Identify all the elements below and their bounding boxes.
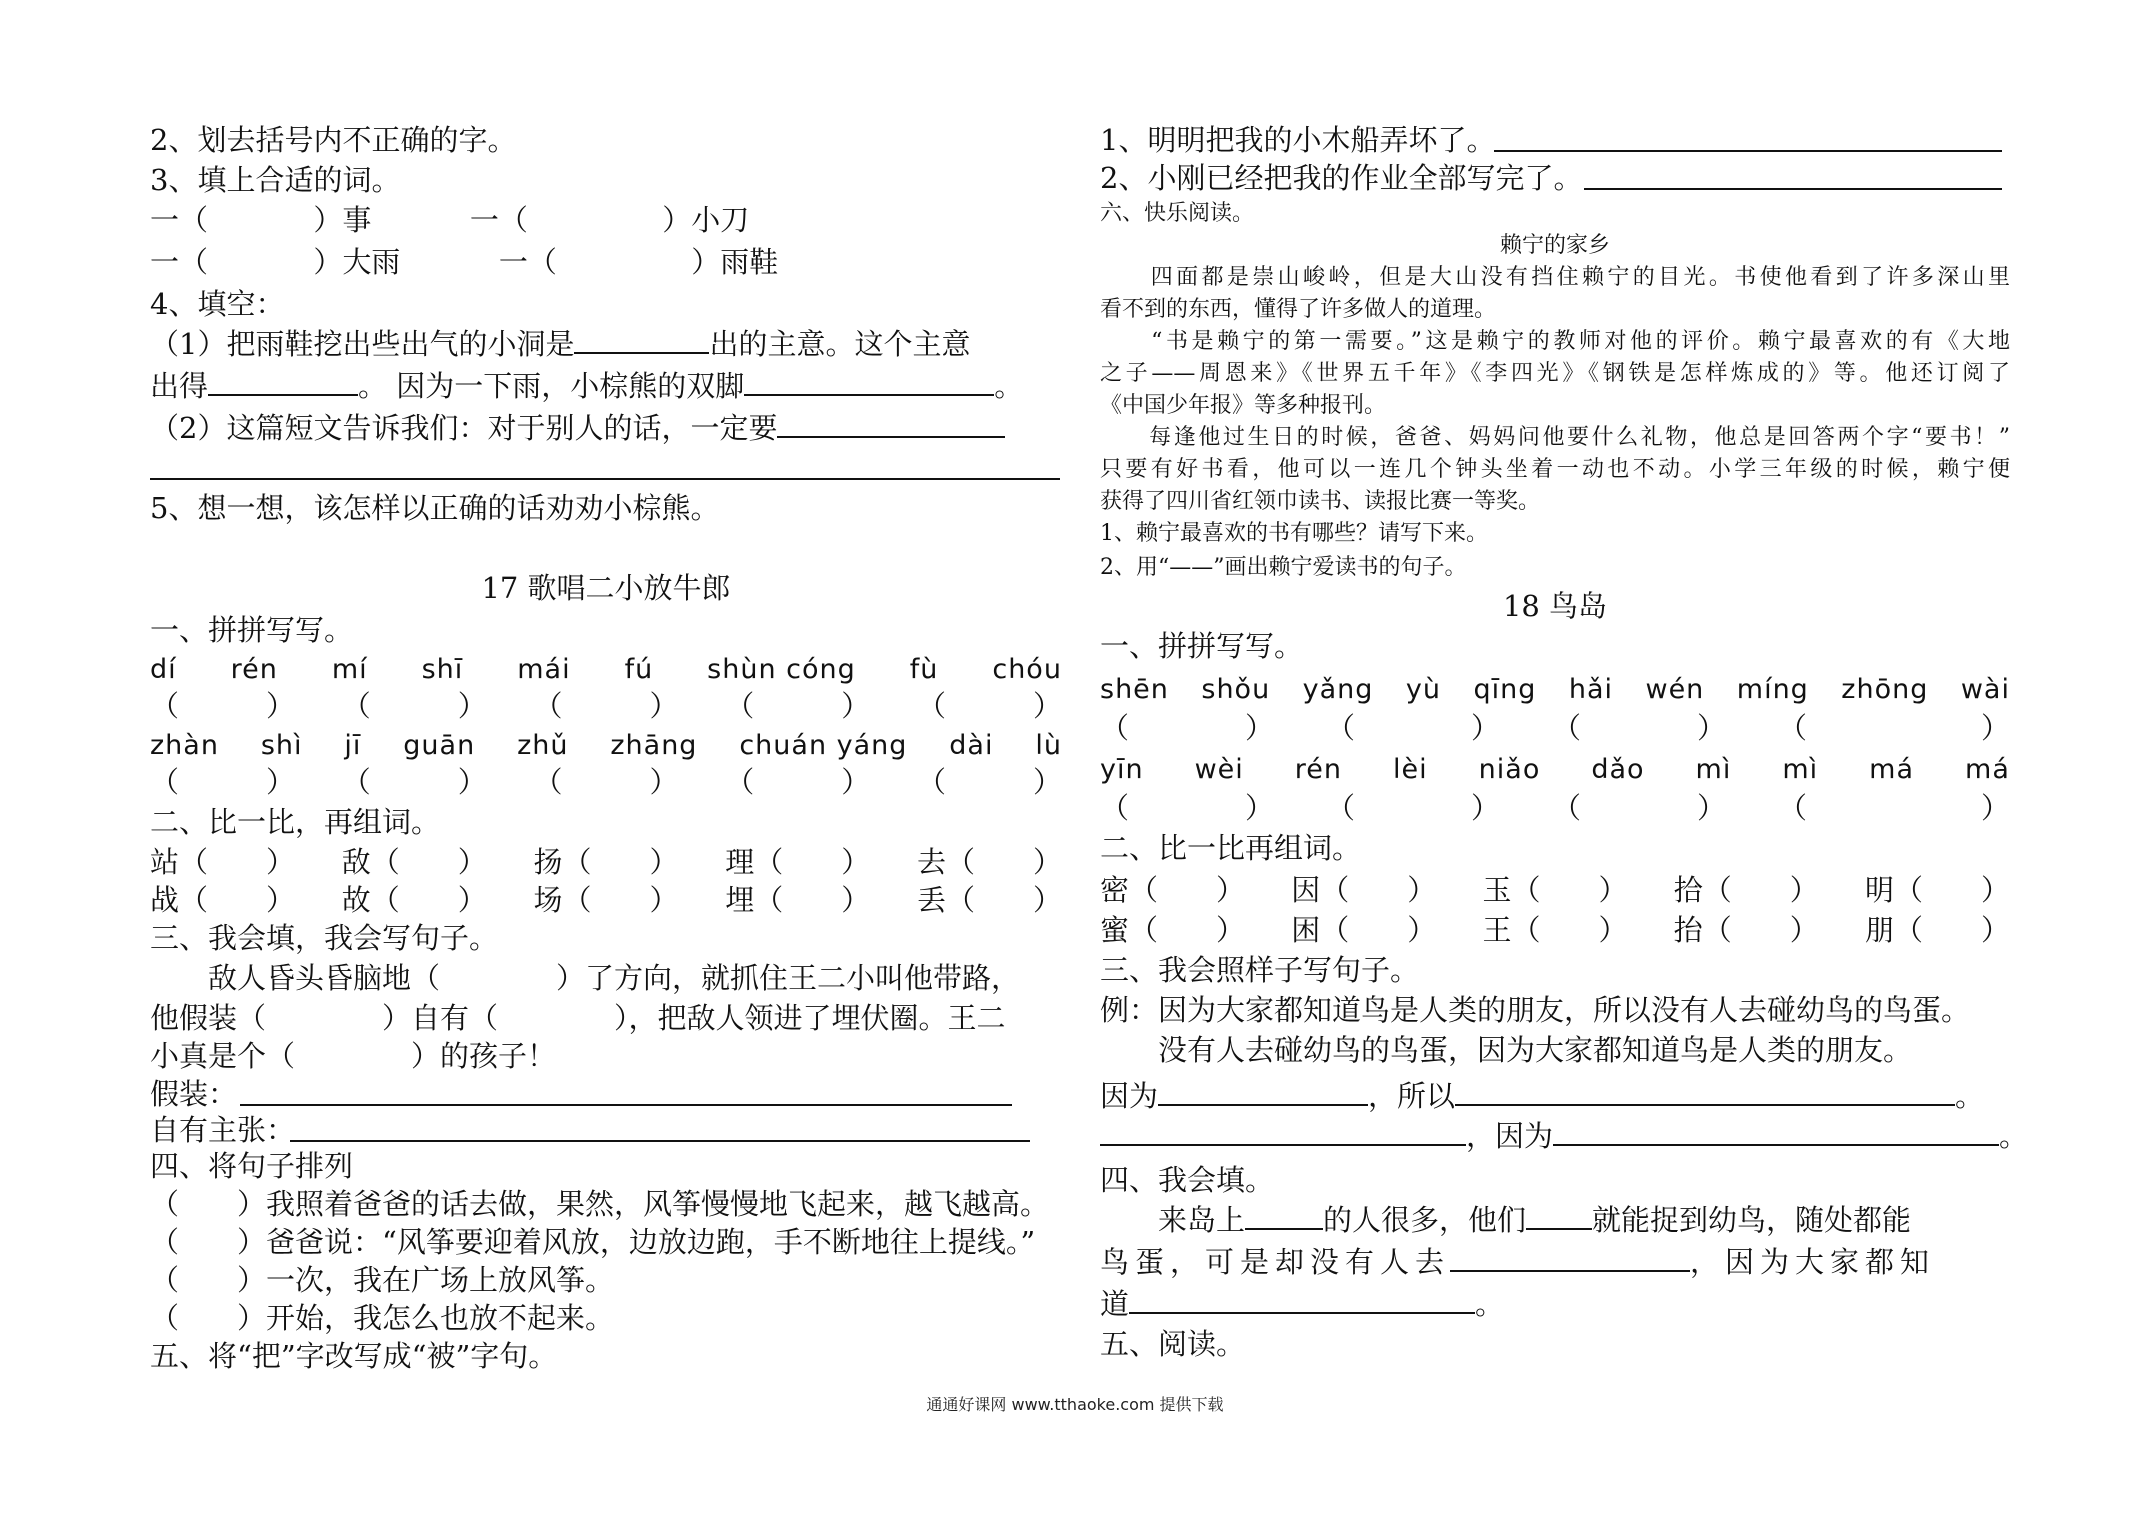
paren-row-1	[1100, 708, 2010, 748]
fill-line-2: 鸟蛋，可是却没有人去 ，因为大家都知	[1100, 1245, 1936, 1279]
story-title: 赖宁的家乡	[1499, 233, 1610, 258]
answer-blank[interactable]	[1526, 1202, 1592, 1230]
answer-box[interactable]: （ ）	[341, 689, 487, 723]
story-line: 只要有好书看，他可以一连几个钟头坐着一动也不动。小学三年级的时候，赖宁便	[1100, 457, 2010, 482]
section-fill-heading: 四、我会填。	[1100, 1163, 1275, 1197]
compare-item[interactable]: 抬（ ）	[1673, 913, 1819, 947]
question-4-1-line2: 出得 。 因为一下雨，小棕熊的双脚 。	[150, 369, 1024, 403]
section-sentence-heading: 三、我会照样子写句子。	[1100, 953, 1420, 987]
order-item-4[interactable]: （ ）开始，我怎么也放不起来。	[150, 1301, 615, 1335]
compare-item[interactable]: 密（ ）	[1100, 873, 1246, 907]
compare-item[interactable]: 因（ ）	[1291, 873, 1437, 907]
answer-blank[interactable]	[1450, 1244, 1690, 1272]
compare-row-1	[150, 842, 1062, 882]
compare-item[interactable]: 丢（ ）	[916, 883, 1062, 917]
lesson-17-title: 17 歌唱二小放牛郎	[481, 571, 731, 605]
compare-row-2	[1100, 910, 2010, 950]
answer-line[interactable]	[290, 1140, 1030, 1142]
answer-blank[interactable]	[777, 410, 1005, 438]
rewrite-item-2: 2、小刚已经把我的作业全部写完了。	[1100, 161, 1583, 195]
compare-item[interactable]: 战（ ）	[150, 883, 296, 917]
answer-box[interactable]: （ ）	[150, 765, 296, 799]
answer-box[interactable]: （ ）	[1551, 711, 1726, 745]
section-compare-heading: 二、比一比再组词。	[1100, 831, 1362, 865]
answer-box[interactable]: （ ）	[1551, 791, 1726, 825]
compare-item[interactable]: 敌（ ）	[341, 845, 487, 879]
answer-line[interactable]	[150, 478, 1060, 480]
answer-box[interactable]: （ ）	[150, 689, 296, 723]
fill-line-3: 道 。	[1100, 1287, 1505, 1321]
fill-line-1: 来岛上 的人很多，他们 就能捉到幼鸟，随处都能	[1100, 1203, 1912, 1237]
answer-line[interactable]	[240, 1104, 1012, 1106]
answer-box[interactable]: （ ）	[341, 765, 487, 799]
answer-blank[interactable]	[1245, 1202, 1323, 1230]
compare-item[interactable]: 拾（ ）	[1673, 873, 1819, 907]
lesson-18-title: 18 鸟岛	[1502, 589, 1608, 623]
section-reading-heading-2: 五、阅读。	[1100, 1327, 1246, 1361]
answer-line[interactable]	[1494, 150, 2002, 152]
paragraph-line-2: 他假装（ ）自有（ ），把敌人领进了埋伏圈。王二	[150, 1001, 1006, 1035]
pinyin-row-1: shēn shǒu yǎng yù qīng hǎi wén míng zhōng wài	[1100, 674, 2010, 705]
section-order-heading: 四、将句子排列	[150, 1149, 354, 1183]
order-item-2[interactable]: （ ）爸爸说：“风筝要迎着风放，边放边跑，手不断地往上提线。”	[150, 1225, 1036, 1259]
answer-blank[interactable]	[208, 368, 358, 396]
paragraph-line-1: 敌人昏头昏脑地（ ）了方向，就抓住王二小叫他带路，	[150, 961, 1021, 995]
example-sentence: 例：因为大家都知道鸟是人类的朋友，所以没有人去碰幼鸟的鸟蛋。	[1100, 993, 1971, 1027]
answer-box[interactable]: （ ）	[1100, 791, 1275, 825]
story-line: 获得了四川省红领巾读书、读报比赛一等奖。	[1100, 489, 1541, 514]
order-item-1[interactable]: （ ）我照着爸爸的话去做，果然，风筝慢慢地飞起来，越飞越高。	[150, 1187, 1050, 1221]
answer-box[interactable]: （ ）	[916, 765, 1062, 799]
answer-box[interactable]: （ ）	[1777, 791, 2010, 825]
compare-item[interactable]: 埋（ ）	[725, 883, 871, 917]
paragraph-line-3: 小真是个（ ）的孩子！	[150, 1039, 557, 1073]
compare-item[interactable]: 蜜（ ）	[1100, 913, 1246, 947]
story-line: 《中国少年报》等多种报刊。	[1100, 393, 1387, 418]
answer-blank[interactable]	[1129, 1286, 1475, 1314]
pinyin-row-2: zhàn shì jī guān zhǔ zhāng chuán yáng dài lù	[150, 730, 1062, 761]
compare-item[interactable]: 王（ ）	[1482, 913, 1628, 947]
pinyin-row-1: dí rén mí shī mái fú shùn cóng fù chóu	[150, 654, 1062, 685]
compare-item[interactable]: 困（ ）	[1291, 913, 1437, 947]
answer-box[interactable]: （ ）	[1777, 711, 2010, 745]
story-line: 看不到的东西，懂得了许多做人的道理。	[1100, 297, 1497, 322]
section-fill-heading: 三、我会填，我会写句子。	[150, 921, 499, 955]
compare-item[interactable]: 理（ ）	[725, 845, 871, 879]
answer-box[interactable]: （ ）	[1325, 711, 1500, 745]
question-4-1-line1: （1）把雨鞋挖出些出气的小洞是 出的主意。这个主意	[150, 327, 971, 361]
section-pinyin-heading: 一、拼拼写写。	[150, 613, 354, 647]
compare-item[interactable]: 明（ ）	[1864, 873, 2010, 907]
answer-blank[interactable]	[1455, 1078, 1955, 1106]
paren-row-1	[150, 686, 1062, 726]
section-pinyin-heading: 一、拼拼写写。	[1100, 629, 1304, 663]
answer-blank[interactable]	[744, 368, 994, 396]
answer-box[interactable]: （ ）	[533, 765, 679, 799]
section-rewrite-heading: 五、将“把”字改写成“被”字句。	[150, 1339, 558, 1373]
answer-blank[interactable]	[1158, 1078, 1368, 1106]
fill-row-1: 一（ ）事 一（ ）小刀	[150, 203, 750, 237]
question-4: 4、填空：	[150, 287, 285, 321]
answer-blank[interactable]	[574, 326, 709, 354]
section-reading-heading: 六、快乐阅读。	[1100, 201, 1255, 226]
question-2: 2、划去括号内不正确的字。	[150, 123, 517, 157]
answer-box[interactable]: （ ）	[725, 765, 871, 799]
answer-box[interactable]: （ ）	[533, 689, 679, 723]
compare-item[interactable]: 故（ ）	[341, 883, 487, 917]
answer-box[interactable]: （ ）	[725, 689, 871, 723]
reading-question-1: 1、赖宁最喜欢的书有哪些？请写下来。	[1100, 521, 1488, 546]
reading-question-2: 2、用“——”画出赖宁爱读书的句子。	[1100, 555, 1467, 580]
question-3: 3、填上合适的词。	[150, 163, 401, 197]
jiazhuang-label: 假装：	[150, 1077, 238, 1111]
answer-line[interactable]	[1584, 188, 2002, 190]
compare-item[interactable]: 站（ ）	[150, 845, 296, 879]
compare-item[interactable]: 玉（ ）	[1482, 873, 1628, 907]
paren-row-2	[150, 762, 1062, 802]
compare-item[interactable]: 去（ ）	[916, 845, 1062, 879]
page-footer: 通通好课网 www.tthaoke.com 提供下载	[926, 1395, 1224, 1414]
story-line: 之子——周恩来》《世界五千年》《李四光》《钢铁是怎样炼成的》等。他还订阅了	[1100, 361, 2010, 386]
answer-box[interactable]: （ ）	[916, 689, 1062, 723]
story-line: 每逢他过生日的时候，爸爸、妈妈问他要什么礼物，他总是回答两个字“要书！”	[1100, 425, 2010, 450]
question-4-2: （2）这篇短文告诉我们：对于别人的话，一定要	[150, 408, 1005, 448]
compare-row-2	[150, 880, 1062, 920]
story-line: 四面都是崇山峻岭，但是大山没有挡住赖宁的目光。书使他看到了许多深山里	[1100, 265, 2010, 290]
example-sentence-2: 没有人去碰幼鸟的鸟蛋，因为大家都知道鸟是人类的朋友。	[1100, 1033, 1913, 1067]
answer-blank[interactable]	[1100, 1118, 1466, 1146]
compare-item[interactable]: 扬（ ）	[533, 845, 679, 879]
compare-item[interactable]: 朋（ ）	[1864, 913, 2010, 947]
pinyin-row-2: yīn wèi rén lèi niǎo dǎo mì mì má má	[1100, 754, 2010, 785]
sentence-line-1: 因为 ，所以 。	[1100, 1079, 1985, 1113]
answer-box[interactable]: （ ）	[1100, 711, 1275, 745]
rewrite-item-1: 1、明明把我的小木船弄坏了。	[1100, 123, 1496, 157]
compare-item[interactable]: 场（ ）	[533, 883, 679, 917]
paren-row-2	[1100, 788, 2010, 828]
compare-row-1	[1100, 870, 2010, 910]
sentence-line-2: ，因为 。	[1100, 1116, 2028, 1156]
answer-box[interactable]: （ ）	[1325, 791, 1500, 825]
story-line: “书是赖宁的第一需要。”这是赖宁的教师对他的评价。赖宁最喜欢的有《大地	[1100, 329, 2010, 354]
section-compare-heading: 二、比一比，再组词。	[150, 805, 441, 839]
ziyou-label: 自有主张：	[150, 1113, 296, 1147]
fill-row-2: 一（ ）大雨 一（ ）雨鞋	[150, 245, 779, 279]
order-item-3[interactable]: （ ）一次，我在广场上放风筝。	[150, 1263, 615, 1297]
answer-blank[interactable]	[1553, 1118, 1999, 1146]
question-5: 5、想一想，该怎样以正确的话劝劝小棕熊。	[150, 491, 720, 525]
